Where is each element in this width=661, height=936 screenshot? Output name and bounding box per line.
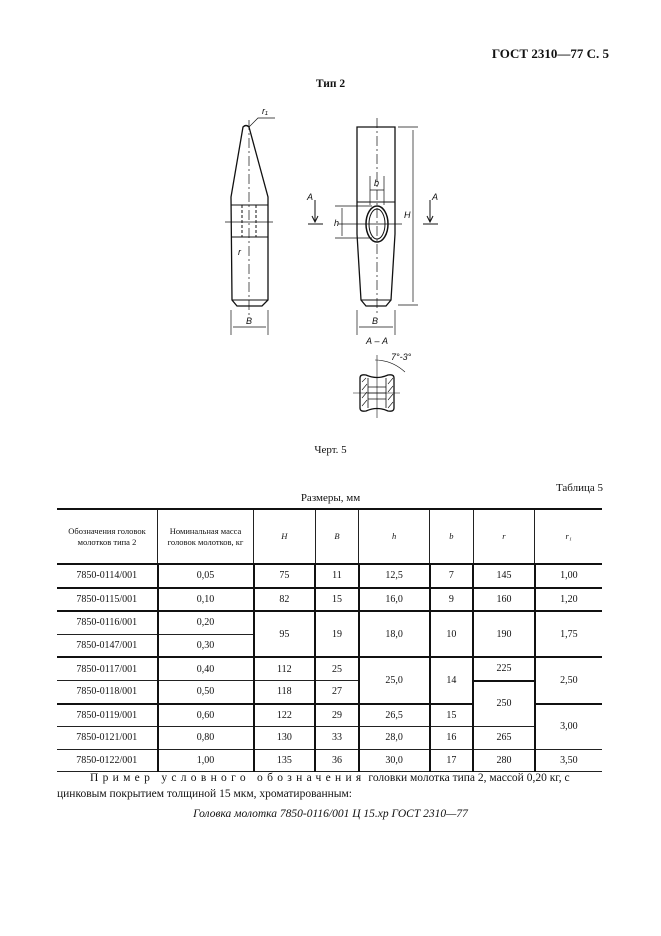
- cell: 17: [430, 749, 474, 772]
- cell: 12,5: [359, 564, 430, 588]
- cell: 10: [430, 611, 474, 657]
- cell: 9: [430, 588, 474, 612]
- cell: 0,20: [158, 611, 254, 634]
- cell: 3,50: [535, 749, 602, 772]
- table-row: [57, 611, 602, 634]
- cell: 16,0: [359, 588, 430, 612]
- side-view: [225, 106, 275, 335]
- header-B: B: [315, 509, 359, 564]
- cell: 145: [473, 564, 535, 588]
- cell: 225: [473, 657, 535, 681]
- section-a-left-label: A: [307, 192, 314, 202]
- cell: 14: [430, 657, 474, 704]
- cell: 25,0: [359, 657, 430, 704]
- cell: 0,80: [158, 727, 254, 750]
- cell: 82: [254, 588, 316, 612]
- table-row: [57, 749, 602, 772]
- table-row: [57, 657, 602, 681]
- cell: 160: [473, 588, 535, 612]
- cell: 112: [254, 657, 316, 681]
- cell: 280: [473, 749, 535, 772]
- table-row: [57, 681, 602, 704]
- b-label: b: [374, 178, 380, 188]
- height-label: H: [404, 210, 411, 220]
- cell: 95: [254, 611, 316, 657]
- cell: 1,00: [158, 749, 254, 772]
- example-lead: Пример условного обозначения: [90, 772, 366, 784]
- cell: 7: [430, 564, 474, 588]
- cell: 250: [473, 681, 535, 727]
- cell: 130: [254, 727, 316, 750]
- cell: 19: [315, 611, 359, 657]
- figure-caption: Черт. 5: [314, 444, 347, 456]
- cell: 2,50: [535, 657, 602, 704]
- b-width-label: B: [246, 316, 253, 326]
- cell: 7850-0114/001: [57, 564, 158, 588]
- example-designation: Головка молотка 7850-0116/001 Ц 15.хр ГОСТ 2310—77: [193, 808, 468, 820]
- cell: 7850-0119/001: [57, 704, 158, 727]
- cell: 33: [315, 727, 359, 750]
- header-mass: Номинальная масса головок молотков, кг: [158, 509, 254, 564]
- cell: 7850-0116/001: [57, 611, 158, 634]
- cell: 118: [254, 681, 316, 704]
- example-line-1: [90, 772, 570, 784]
- b-front-width-label: B: [372, 316, 379, 326]
- dimensions-table: [57, 508, 602, 772]
- cell: 7850-0121/001: [57, 727, 158, 750]
- cell: 15: [315, 588, 359, 612]
- cell: 16: [430, 727, 474, 750]
- section-a-a: [353, 336, 412, 418]
- cell: 7850-0117/001: [57, 657, 158, 681]
- cell: 7850-0147/001: [57, 634, 158, 657]
- table-row: [57, 588, 602, 612]
- cell: 0,05: [158, 564, 254, 588]
- table-row: [57, 727, 602, 750]
- cell: 3,00: [535, 704, 602, 750]
- header-designation: Обозначения головок молотков типа 2: [57, 509, 158, 564]
- cell: 190: [473, 611, 535, 657]
- r1-label: r₁: [262, 106, 268, 116]
- cell: 25: [315, 657, 359, 681]
- cell: 15: [430, 704, 474, 727]
- table-row: [57, 564, 602, 588]
- cell: 122: [254, 704, 316, 727]
- cell: 7850-0115/001: [57, 588, 158, 612]
- cell: 11: [315, 564, 359, 588]
- cell: 30,0: [359, 749, 430, 772]
- table-units: Размеры, мм: [300, 492, 361, 504]
- hammer-head-drawing: [0, 0, 661, 440]
- header-r1: r₁: [535, 509, 602, 564]
- cell: 0,10: [158, 588, 254, 612]
- cell: 1,75: [535, 611, 602, 657]
- table-header-row: [57, 509, 602, 564]
- cell: 36: [315, 749, 359, 772]
- cell: 7850-0118/001: [57, 681, 158, 704]
- cell: 0,30: [158, 634, 254, 657]
- table-number: Таблица 5: [555, 482, 603, 494]
- cell: 1,00: [535, 564, 602, 588]
- header-H: H: [254, 509, 316, 564]
- figure-type-label: Тип 2: [315, 78, 346, 90]
- front-view: [306, 118, 438, 335]
- section-label: А – А: [366, 336, 389, 346]
- r-label: r: [238, 247, 241, 257]
- cell: 18,0: [359, 611, 430, 657]
- header-b: b: [430, 509, 474, 564]
- cell: 28,0: [359, 727, 430, 750]
- cell: 7850-0122/001: [57, 749, 158, 772]
- cell: 135: [254, 749, 316, 772]
- section-a-right-label: A: [432, 192, 439, 202]
- cell: 26,5: [359, 704, 430, 727]
- header-h: h: [359, 509, 430, 564]
- cell: 29: [315, 704, 359, 727]
- h-label: h: [334, 218, 340, 228]
- cell: 0,60: [158, 704, 254, 727]
- example-line-2: цинковым покрытием толщиной 15 мкм, хроматированным:: [57, 788, 352, 800]
- header-r: r: [473, 509, 535, 564]
- cell: 0,40: [158, 657, 254, 681]
- cell: 0,50: [158, 681, 254, 704]
- cell: 265: [473, 727, 535, 750]
- cell: 27: [315, 681, 359, 704]
- example-text: головки молотка типа 2, массой 0,20 кг, с: [365, 772, 570, 784]
- page-header: ГОСТ 2310—77 С. 5: [491, 46, 609, 61]
- angle-label: 7°-3°: [391, 352, 412, 362]
- cell: 1,20: [535, 588, 602, 612]
- cell: 75: [254, 564, 316, 588]
